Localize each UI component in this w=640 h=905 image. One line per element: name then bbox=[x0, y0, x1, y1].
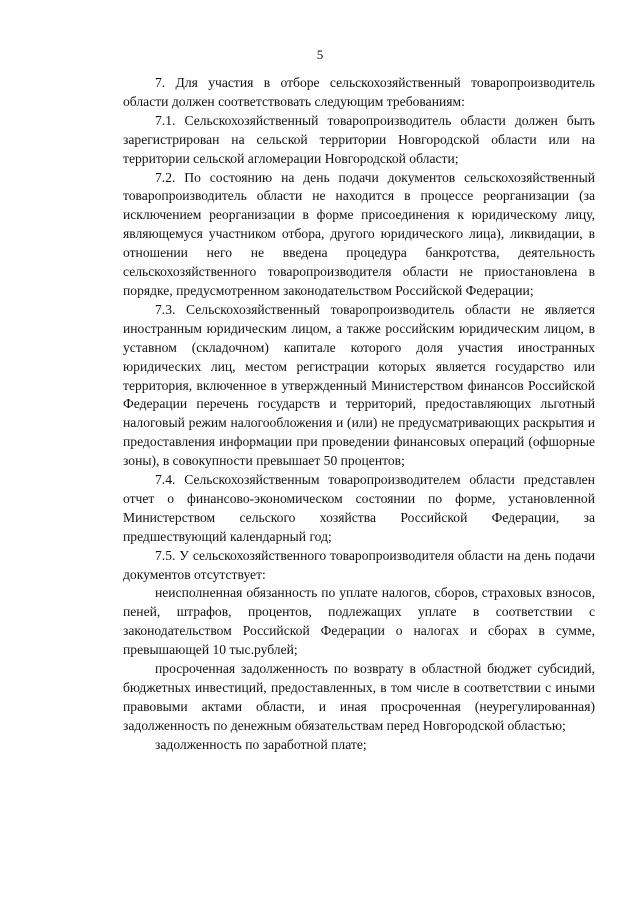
paragraph-7-2: 7.2. По состоянию на день подачи документов сельскохозяйственный товаропроизводитель области не находится в процессе реорганизации (за исключением реорганизации в форме присоединения к юридическому лицу, являющемуся участником отбора, другого юридического лица), ликвидации, в отношении него не введена процедура банкротства, деятельность сельскохозяйственного товаропроизводителя области не приостановлена в порядке, предусмотренном законодательством Российской Федерации; bbox=[123, 169, 595, 298]
paragraph-7-5-item-budget-debt: просроченная задолженность по возврату в областной бюджет субсидий, бюджетных инвестиций, предоставленных, в том числе в соответствии с иными правовыми актами области, и иная просроченная (неурегулированная) задолженность по денежным обязательствам перед Новгородской областью; bbox=[123, 661, 595, 733]
paragraph-7: 7. Для участия в отборе сельскохозяйственный товаропроизводитель области должен соответствовать следующим требованиям: bbox=[123, 75, 595, 109]
paragraph-7-1: 7.1. Сельскохозяйственный товаропроизводитель области должен быть зарегистрирован на сельской территории Новгородской области или на территории сельской агломерации Новгородской области; bbox=[123, 112, 595, 166]
paragraph-7-5-item-wages: задолженность по заработной плате; bbox=[155, 736, 367, 752]
page-number: 5 bbox=[316, 47, 324, 62]
paragraph-7-3: 7.3. Сельскохозяйственный товаропроизводитель области не является иностранным юридическим лицом, а также российским юридическим лицом, в уставном (складочном) капитале которого доля участия иностранных юридических лиц, местом регистрации которых является государство или территория, включенное в утвержденный Министерством финансов Российской Федерации перечень государств и территорий, предоставляющих льготный налоговый режим налогообложения и (или) не предусматривающих раскрытия и предоставления информации при проведении финансовых операций (офшорные зоны), в совокупности превышает 50 процентов; bbox=[123, 301, 595, 469]
paragraph-7-4: 7.4. Сельскохозяйственным товаропроизводителем области представлен отчет о финансово-экономическом состоянии по форме, установленной Министерством сельского хозяйства Российской Федерации, за предшествующий календарный год; bbox=[123, 472, 595, 544]
document-body bbox=[123, 74, 595, 755]
paragraph-7-5-item-taxes: неисполненная обязанность по уплате налогов, сборов, страховых взносов, пеней, штрафов, процентов, подлежащих уплате в соответствии с законодательством Российской Федерации о налогах и сборах в сумме, превышающей 10 тыс.рублей; bbox=[123, 585, 595, 658]
paragraph-7-5: 7.5. У сельскохозяйственного товаропроизводителя области на день подачи документов отсутствует: bbox=[123, 547, 595, 582]
